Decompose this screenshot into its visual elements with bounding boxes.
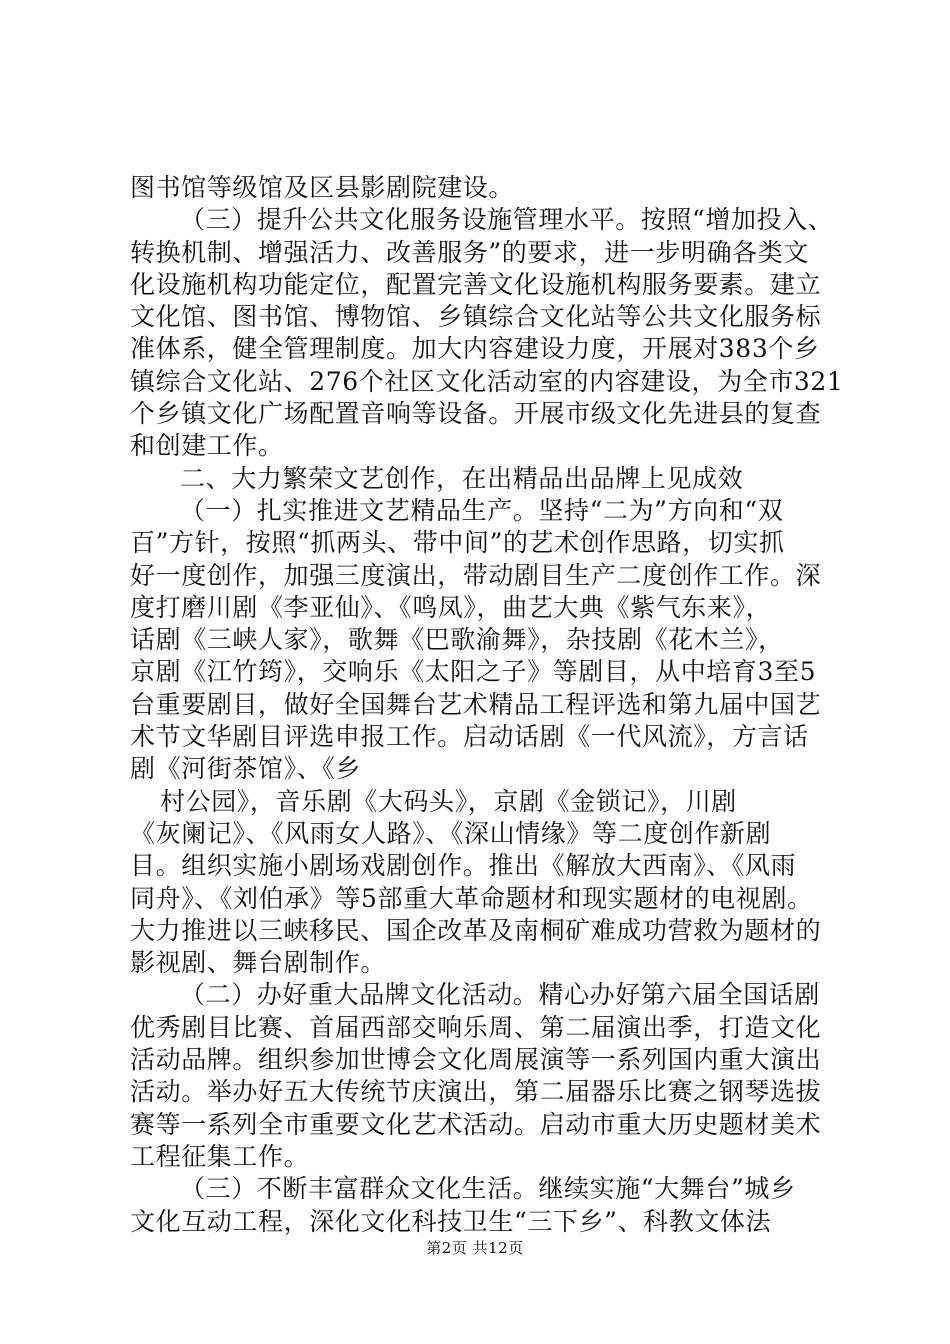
- text-line: 百”方针，按照“抓两头、带中间”的艺术创作思路，切实抓: [130, 528, 785, 558]
- text-line: 活动品牌。组织参加世博会文化周展演等一系列国内重大演出: [130, 1045, 822, 1075]
- text-line: 准体系，健全管理制度。加大内容建设力度，开展对383个乡: [130, 334, 820, 364]
- text-line: （三）不断丰富群众文化生活。继续实施“大舞台”城乡: [180, 1174, 796, 1204]
- text-line: 赛等一系列全市重要文化艺术活动。启动市重大历史题材美术: [130, 1109, 822, 1139]
- page-footer: 第2页 共12页: [426, 1239, 524, 1257]
- text-line: 术节文华剧目评选申报工作。启动话剧《一代风流》，方言话: [130, 722, 809, 752]
- text-line: 《灰阑记》、《风雨女人路》、《深山情缘》等二度创作新剧: [130, 818, 772, 848]
- text-line: 好一度创作，加强三度演出，带动剧目生产二度创作工作。深: [130, 560, 822, 590]
- text-line: 台重要剧目，做好全国舞台艺术精品工程评选和第九届中国艺: [130, 689, 822, 719]
- text-line: 话剧《三峡人家》，歌舞《巴歌渝舞》，杂技剧《花木兰》，: [130, 625, 784, 655]
- text-line: 影视剧、舞台剧制作。: [130, 948, 387, 978]
- text-line: （一）扎实推进文艺精品生产。坚持“二为”方向和“双: [180, 495, 784, 525]
- text-line: 转换机制、增强活力、改善服务”的要求，进一步明确各类文: [130, 237, 809, 267]
- text-line: 同舟》、《刘伯承》等5部重大革命题材和现实题材的电视剧。: [130, 883, 813, 913]
- text-line: 图书馆等级馆及区县影剧院建设。: [130, 173, 515, 202]
- text-line: 文化互动工程，深化文化科技卫生“三下乡”、科教文体法: [130, 1206, 772, 1236]
- text-line: （二）办好重大品牌文化活动。精心办好第六届全国话剧: [180, 980, 821, 1010]
- text-line: 大力推进以三峡移民、国企改革及南桐矿难成功营救为题材的: [130, 915, 822, 945]
- text-line: 京剧《江竹筠》，交响乐《太阳之子》等剧目，从中培育3至5: [130, 657, 817, 687]
- text-line: 工程征集工作。: [130, 1141, 310, 1171]
- text-line: 和创建工作。: [130, 431, 284, 461]
- text-line: 镇综合文化站、276个社区文化活动室的内容建设，为全市321: [130, 366, 844, 396]
- text-line: 个乡镇文化广场配置音响等设备。开展市级文化先进县的复查: [130, 399, 822, 429]
- text-line: 村公园》，音乐剧《大码头》，京剧《金锁记》，川剧: [160, 786, 737, 816]
- text-line: 二、大力繁荣文艺创作，在出精品出品牌上见成效: [180, 463, 744, 493]
- text-line: 剧《河街茶馆》、《乡: [130, 754, 362, 784]
- body-text: [130, 172, 844, 1238]
- text-line: 目。组织实施小剧场戏剧创作。推出《解放大西南》、《风雨: [130, 851, 797, 881]
- text-line: 文化馆、图书馆、博物馆、乡镇综合文化站等公共文化服务标: [130, 302, 822, 332]
- text-line: 度打磨川剧《李亚仙》、《鸣凤》，曲艺大典《紫气东来》，: [130, 592, 772, 622]
- text-line: 优秀剧目比赛、首届西部交响乐周、第二届演出季，打造文化: [130, 1012, 822, 1042]
- text-line: 活动。举办好五大传统节庆演出，第二届器乐比赛之钢琴选拔: [130, 1077, 822, 1107]
- text-line: 化设施机构功能定位，配置完善文化设施机构服务要素。建立: [130, 269, 822, 299]
- text-line: （三）提升公共文化服务设施管理水平。按照“增加投入、: [180, 205, 834, 235]
